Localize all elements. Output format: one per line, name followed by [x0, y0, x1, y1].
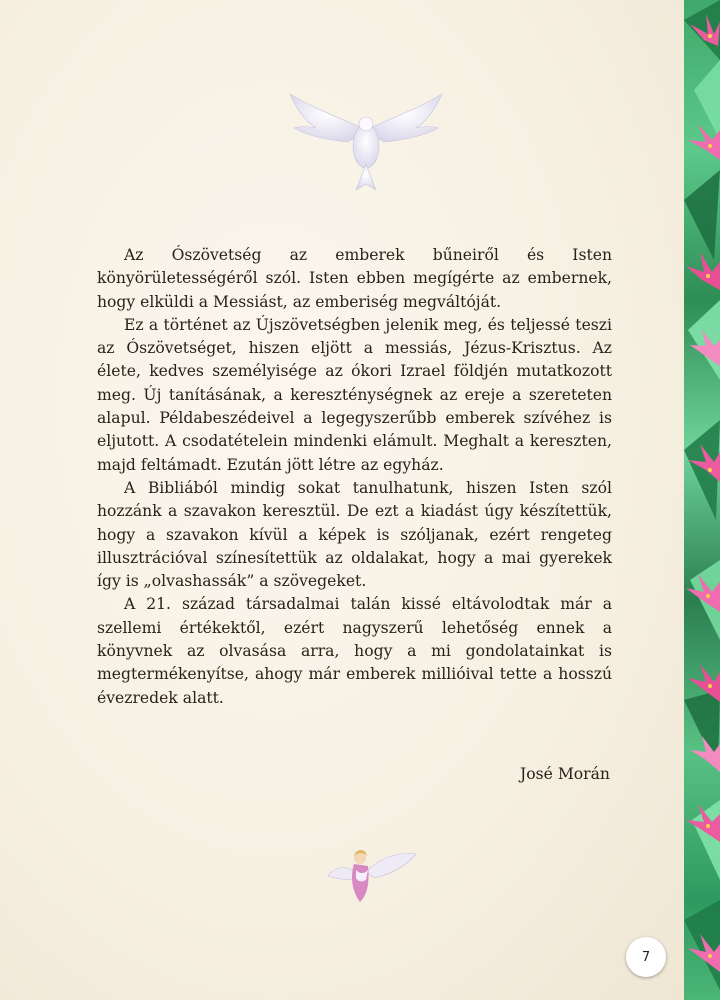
paragraph-4: A 21. század társadalmai talán kissé eltávolodtak már a szellemi értékektől, ezért nagyszerű lehetőség ennek a könyvnek az olvasása arra, hogy a mi gondolatainkat is megtermékenyítse, ahogy már emberek millióival tette a hosszú évezredek alatt. [97, 595, 612, 707]
dove-illustration [286, 90, 446, 200]
introduction-text [97, 244, 612, 710]
author-signature: José Morán [520, 765, 610, 783]
paragraph-3: A Bibliából mindig sokat tanulhatunk, hiszen Isten szól hozzánk a szavakon keresztül. De ezt a kiadást úgy készítettük, hogy a szavakon kívül a képek is szóljanak, ezért rengeteg illusztrációval színesítettük az oldalakat, hogy a mai gyerekek így is „olvashassák” a szövegeket. [97, 478, 612, 591]
paragraph-1: Az Ószövetség az emberek bűneiről és Isten könyörületességéről szól. Isten ebben megígérte az embernek, hogy elküldi a Messiást, az emberiség megváltóját. [97, 246, 612, 311]
page-number: 7 [626, 937, 666, 977]
floral-border [684, 0, 720, 1000]
angel-illustration [326, 842, 418, 906]
paragraph-2: Ez a történet az Újszövetségben jelenik meg, és teljessé teszi az Ószövetséget, hiszen eljött a messiás, Jézus-Krisztus. Az élete, kedves személyisége az ókori Izrael földjén mutatkozott meg. Új tanításának, a kereszténységnek az ereje a szereteten alapul. Példabeszédeivel a legegyszerűbb emberek szívéhez is eljutott. A csodatételein mindenki elámult. Meghalt a kereszten, majd feltámadt. Ezután jött létre az egyház. [97, 315, 612, 474]
